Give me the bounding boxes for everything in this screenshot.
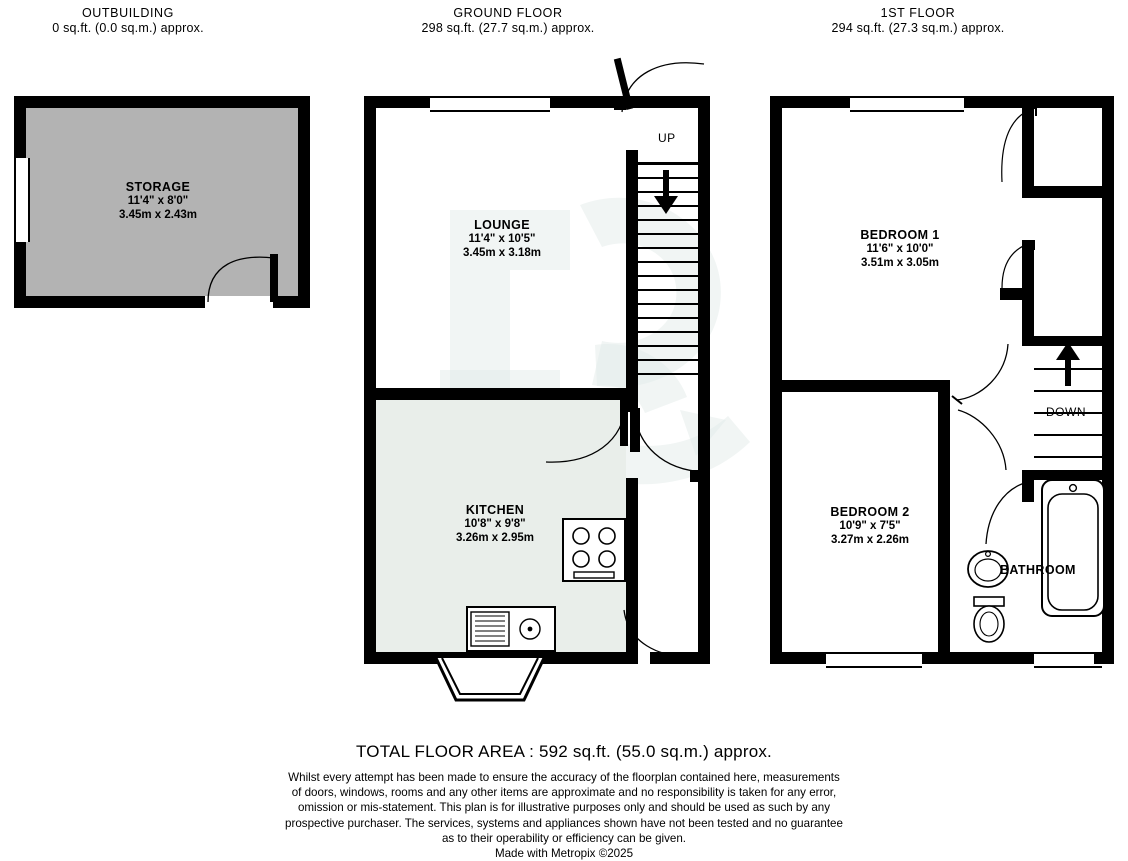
made-with-credit: Made with Metropix ©2025: [494, 847, 634, 861]
header-ground-floor-title: GROUND FLOOR: [453, 6, 563, 20]
first-wall-bottom-right: [1094, 652, 1114, 664]
room-metric-bedroom2: 3.27m x 2.26m: [830, 534, 909, 546]
storage-window-left: [14, 158, 30, 242]
first-wall-bottom-left: [770, 652, 826, 664]
room-label-storage: [58, 180, 258, 222]
sink-icon: [466, 606, 556, 652]
room-name-bedroom2: BEDROOM 2: [830, 505, 910, 519]
first-window-bed2: [826, 652, 922, 668]
front-door-swing: [612, 56, 712, 118]
storage-wall-right: [298, 96, 310, 308]
disclaimer: [0, 770, 1128, 861]
room-metric-kitchen: 3.26m x 2.95m: [455, 532, 534, 544]
header-first-floor-title: 1ST FLOOR: [880, 6, 956, 20]
stair-down-label: DOWN: [1046, 405, 1086, 419]
ground-window-front: [430, 96, 550, 112]
bathtub-icon: [1040, 478, 1106, 618]
cupboard-door-swing-2: [996, 238, 1040, 292]
disclaimer-line-5: as to their operability or efficiency can be given.: [441, 831, 687, 845]
back-door-swing: [618, 604, 698, 662]
room-imperial-bedroom1: 11'6" x 10'0": [866, 243, 934, 255]
header-first-floor-area: 294 sq.ft. (27.3 sq.m.) approx.: [831, 21, 1005, 35]
room-metric-bedroom1: 3.51m x 3.05m: [860, 257, 939, 269]
disclaimer-line-2: of doors, windows, rooms and any other items are approximate and no responsibility is taken for any error,: [291, 786, 837, 800]
first-window-bed1: [850, 96, 964, 112]
storage-wall-top: [14, 96, 310, 108]
room-label-bedroom2: [780, 505, 960, 547]
room-name-lounge: LOUNGE: [474, 218, 530, 232]
header-outbuilding-area: 0 sq.ft. (0.0 sq.m.) approx.: [52, 21, 204, 35]
room-label-bedroom1: [810, 228, 990, 270]
storage-wall-left-lower: [14, 240, 26, 308]
storage-wall-left-upper: [14, 96, 26, 160]
ground-wall-top-left: [364, 96, 430, 108]
stair-down-arrow: [1050, 340, 1086, 388]
storage-door-swing: [200, 240, 290, 310]
disclaimer-line-1: Whilst every attempt has been made to ensure the accuracy of the floorplan contained here, measurements: [288, 771, 840, 784]
ground-wall-right: [698, 96, 710, 664]
header-first-floor: [818, 6, 1018, 36]
bedroom2-door-swing: [950, 404, 1030, 476]
room-metric-storage: 3.45m x 2.43m: [118, 209, 197, 221]
room-label-lounge: [412, 218, 592, 260]
first-wall-top-left: [770, 96, 850, 108]
ground-wall-top-right: [550, 96, 618, 108]
first-internal-wall-bed1-bed2: [770, 380, 950, 392]
stair-up-arrow: [648, 168, 684, 216]
first-landing-wall-stub: [1022, 300, 1034, 336]
room-imperial-bedroom2: 10'9" x 7'5": [839, 520, 901, 532]
disclaimer-line-3: omission or mis-statement. This plan is for illustrative purposes only and should be used as such by any: [297, 801, 831, 815]
room-name-bedroom1: BEDROOM 1: [860, 228, 940, 242]
footer-block: [0, 742, 1128, 861]
room-name-bathroom: BATHROOM: [1000, 563, 1076, 577]
room-label-kitchen: [405, 503, 585, 545]
room-imperial-storage: 11'4" x 8'0": [127, 195, 189, 207]
total-floor-area: TOTAL FLOOR AREA : 592 sq.ft. (55.0 sq.m.) approx.: [356, 742, 772, 761]
bedroom1-door-swing: [950, 340, 1030, 406]
disclaimer-line-4: prospective purchaser. The services, systems and appliances shown have not been tested and no guarantee: [285, 816, 843, 830]
room-imperial-lounge: 11'4" x 10'5": [468, 233, 536, 245]
header-ground-floor: [408, 6, 608, 36]
header-outbuilding-title: OUTBUILDING: [81, 6, 175, 20]
bathroom-door-swing: [982, 476, 1034, 550]
room-name-storage: STORAGE: [125, 180, 191, 194]
cupboard-door-swing-1: [996, 104, 1042, 188]
room-metric-lounge: 3.45m x 3.18m: [462, 247, 541, 259]
header-outbuilding: [28, 6, 228, 36]
lounge-door-swing: [536, 396, 632, 470]
toilet-icon: [968, 596, 1010, 644]
bay-window: [430, 656, 550, 712]
room-label-bathroom: [1000, 563, 1090, 577]
room-name-kitchen: KITCHEN: [465, 503, 525, 517]
first-window-bathroom: [1034, 652, 1102, 668]
header-ground-floor-area: 298 sq.ft. (27.7 sq.m.) approx.: [421, 21, 595, 35]
ground-wall-left: [364, 96, 376, 664]
room-imperial-kitchen: 10'8" x 9'8": [464, 518, 526, 530]
stair-up-label: UP: [658, 131, 676, 145]
kitchen-door-swing: [628, 406, 708, 482]
